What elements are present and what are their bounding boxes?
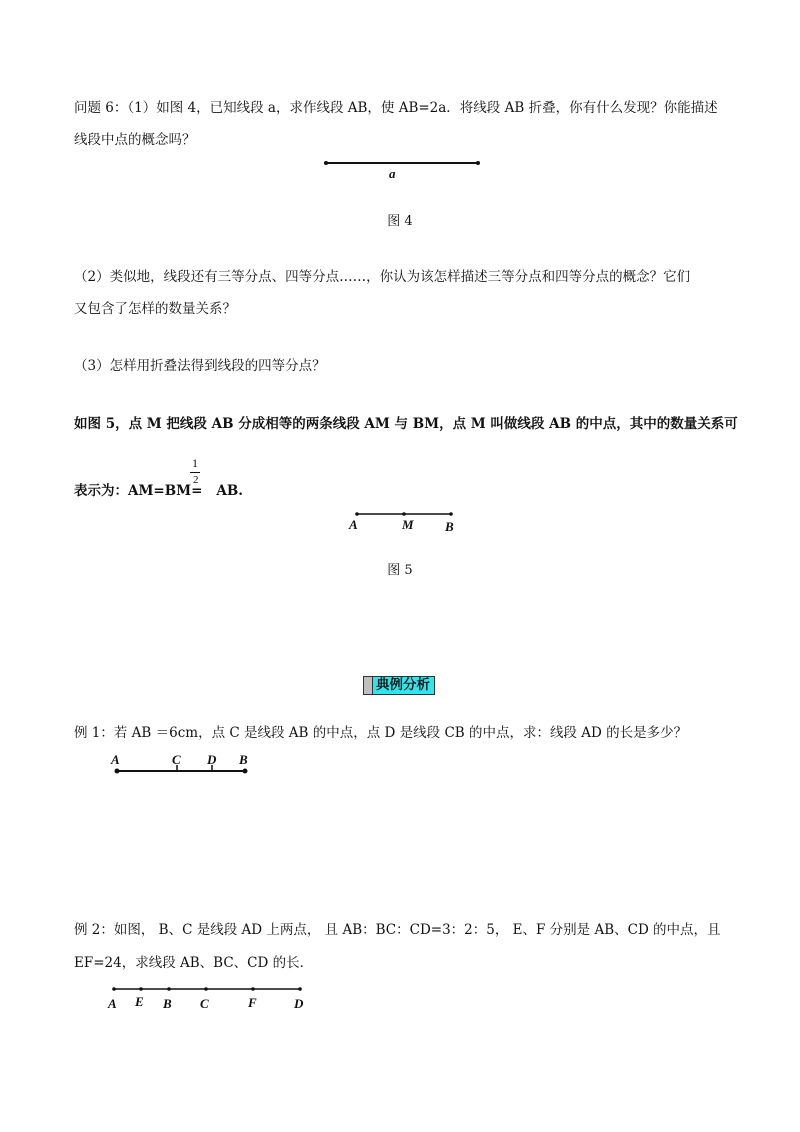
endpoint-left [324,161,328,165]
q6-3-text: （3）怎样用折叠法得到线段的四等分点？ [74,358,326,374]
q6-2-line-2: 又包含了怎样的数量关系？ [74,301,236,317]
formula-suffix: AB. [216,483,243,499]
ex2-point-A-label: A [108,996,117,1011]
example-1-text: 例 1：若 AB ＝6cm，点 C 是线段 AB 的中点，点 D 是线段 CB 的中点，求：线段 AD 的长是多少？ [74,725,688,741]
fraction-bar [190,472,200,473]
point-B-label: B [445,519,454,534]
midpoint-definition-line-1: 如图 5，点 M 把线段 AB 分成相等的两条线段 AM 与 BM，点 M 叫做线段 AB 的中点，其中的数量关系可 [74,416,738,432]
figure-5 [0,500,800,540]
endpoint-right [476,161,480,165]
ex2-point-D-label: D [294,996,304,1011]
ex2-point-B-label: B [163,996,172,1011]
example-2-figure [0,978,800,1018]
section-title: 典例分析 [363,676,435,695]
fraction-denominator: 2 [193,474,199,486]
q6-line-2: 线段中点的概念吗？ [74,132,196,148]
segment-a-label: a [389,166,396,181]
q6-2-line-1: （2）类似地，线段还有三等分点、四等分点……，你认为该怎样描述三等分点和四等分点的概念？它们 [74,269,691,285]
example-2-line-1: 例 2：如图， B、C 是线段 AD 上两点， 且 AB：BC：CD=3：2：5， E、F 分别是 AB、CD 的中点，且 [74,922,721,938]
figure-4-caption: 图 4 [387,214,413,229]
fraction-numerator: 1 [192,456,198,470]
ex2-point-C-label: C [200,996,209,1011]
midpoint-definition-line-2 [74,481,243,501]
ex2-point-F-label: F [248,995,257,1010]
example-2-line-2: EF=24，求线段 AB、BC、CD 的长． [74,955,314,971]
ex1-point-B-label: B [239,752,248,767]
ex1-point-C-label: C [172,752,181,767]
figure-5-caption: 图 5 [387,563,413,578]
point-M-label: M [402,517,414,532]
point-A-label: A [349,517,358,532]
q6-line-1: 问题 6：（1）如图 4，已知线段 a，求作线段 AB，使 AB=2a．将线段 AB 折叠，你有什么发现？你能描述 [74,100,718,116]
ex1-point-A-label: A [111,752,120,767]
ex1-point-D-label: D [207,752,217,767]
ex2-point-E-label: E [135,994,144,1009]
example-1-figure [0,750,800,790]
figure-4 [0,0,800,200]
formula-prefix: 表示为：AM=BM= [74,483,203,499]
